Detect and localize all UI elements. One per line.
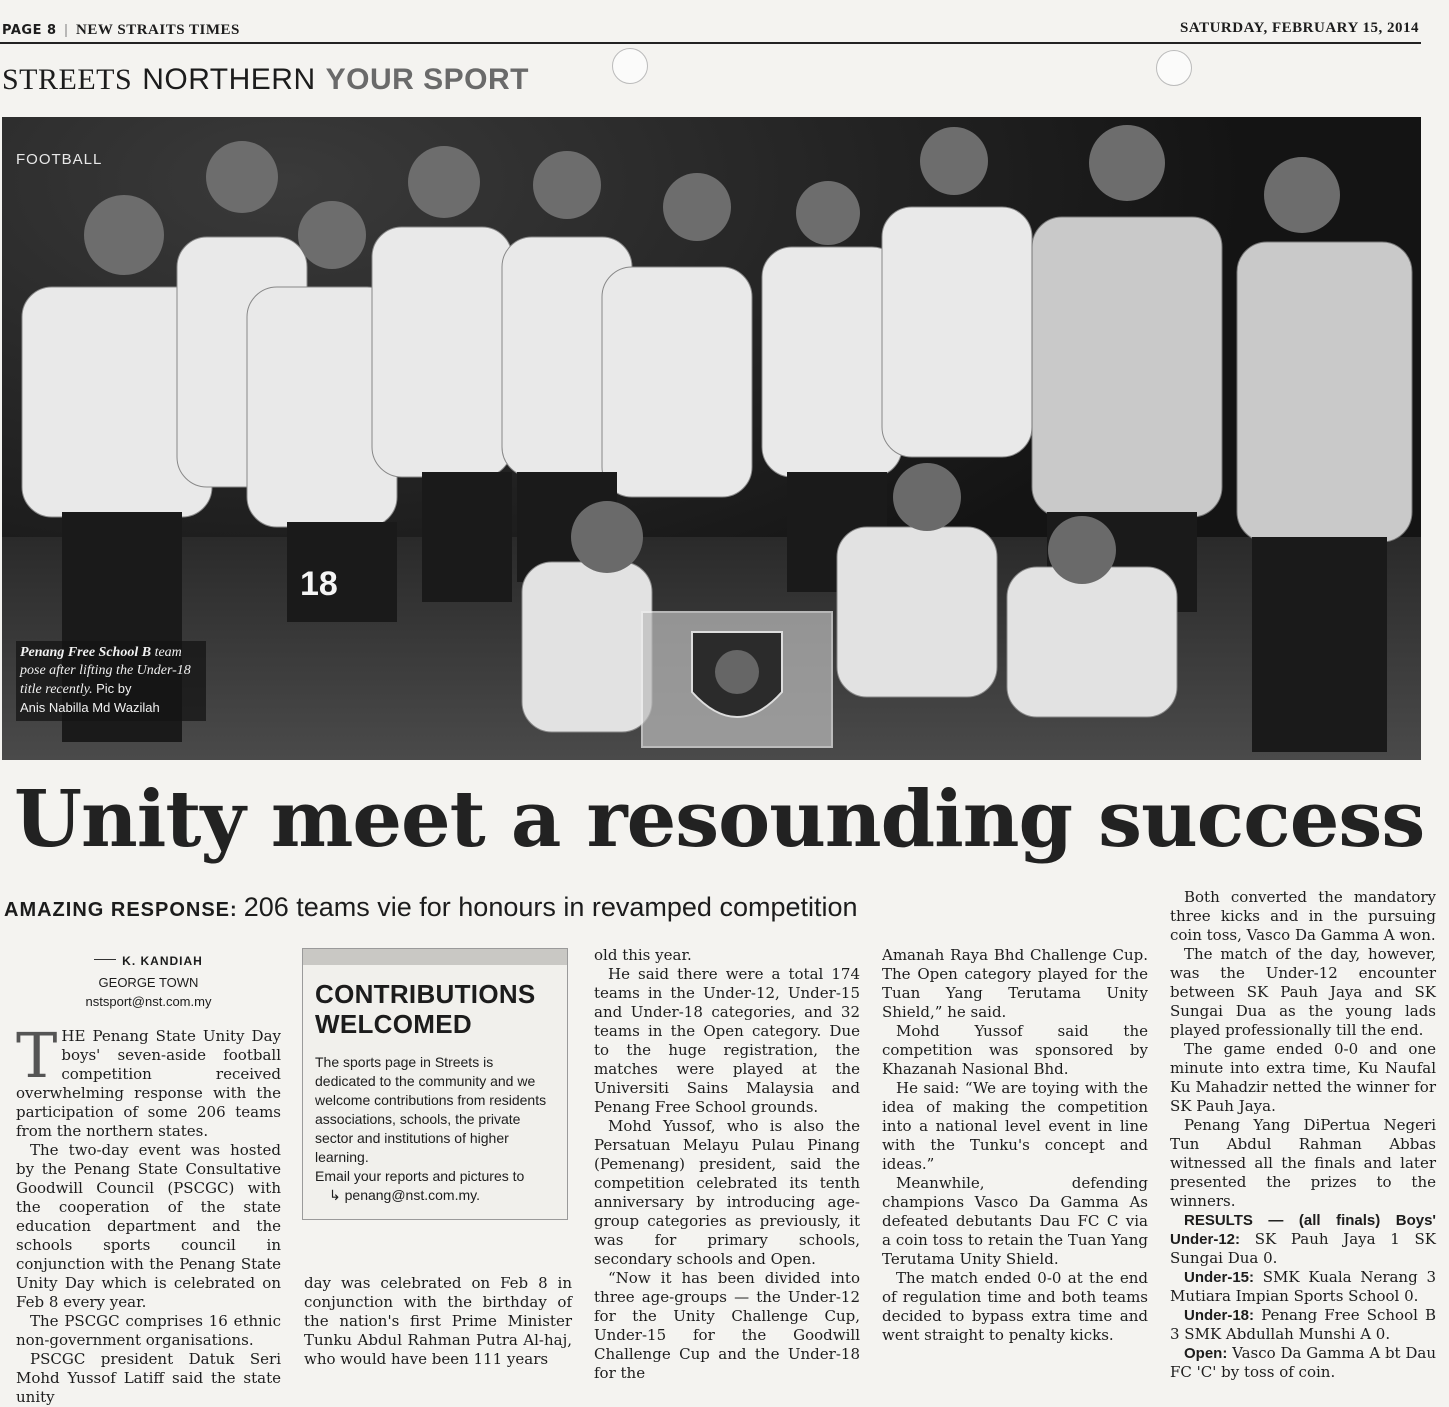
section-streets: STREETS	[2, 63, 133, 96]
header-rule	[0, 42, 1421, 44]
column-4	[882, 946, 1148, 1345]
page-number: PAGE 8	[2, 23, 57, 38]
column-3	[594, 946, 860, 1383]
kicker-label: AMAZING RESPONSE:	[4, 899, 238, 921]
paragraph: The two-day event was hosted by the Penang State Consultative Goodwill Council (PSCGC) with the cooperation of the state education department and the schools sports council in conjunction with the Penang State Unity Day which is celebrated on Feb 8 every year.	[16, 1141, 281, 1311]
newspaper-name: NEW STRAITS TIMES	[76, 22, 240, 38]
paragraph: He said: “We are toying with the idea of making the competition into a national level event in line with the Tunku's concept and ideas.”	[882, 1079, 1148, 1173]
paragraph: old this year.	[594, 946, 692, 964]
jersey-number: 18	[300, 565, 338, 603]
paragraph: Mohd Yussof, who is also the Persatuan Melayu Pulau Pinang (Pemenang) president, said the competition celebrated its tenth anniversary by introducing age-group categories as previously, it was for primary schools, secondary schools and Open.	[594, 1117, 860, 1268]
byline-author: K. KANDIAH	[16, 952, 281, 973]
punch-hole-2	[1156, 50, 1192, 86]
paragraph: Amanah Raya Bhd Challenge Cup. The Open category played for the Tuan Yang Terutama Unity Shield,” he said.	[882, 946, 1148, 1021]
kicker-text: 206 teams vie for honours in revamped competition	[243, 892, 858, 922]
result-u18: Under-18: Penang Free School B 3 SMK Abdullah Munshi A 0.	[1170, 1306, 1436, 1343]
caption-text: team pose after lifting the Under-18 title recently.	[20, 645, 191, 697]
issue-date: SATURDAY, FEBRUARY 15, 2014	[1180, 20, 1419, 36]
paragraph: The match ended 0-0 at the end of regulation time and both teams decided to bypass extra time and went straight to penalty kicks.	[882, 1269, 1148, 1344]
drop-cap: T	[16, 1019, 58, 1092]
column-5	[1170, 888, 1436, 1382]
caption-pic-by: Pic by	[96, 681, 132, 696]
paragraph: day was celebrated on Feb 8 in conjunction with the birthday of the nation's first Prime Minister Tunku Abdul Rahman Putra Al-haj, who would have been 111 years	[304, 1274, 572, 1368]
byline	[16, 952, 281, 1011]
photo-label: FOOTBALL	[16, 151, 103, 168]
byline-email: nstsport@nst.com.my	[85, 994, 212, 1009]
caption-credit: Anis Nabilla Md Wazilah	[20, 700, 160, 715]
result-u12: RESULTS — (all finals) Boys' Under-12: SK Pauh Jaya 1 SK Sungai Dua 0.	[1170, 1212, 1436, 1267]
column-1	[16, 952, 281, 1407]
results-list	[1170, 1211, 1436, 1382]
team-photo	[2, 117, 1421, 760]
result-u15: Under-15: SMK Kuala Nerang 3 Mutiara Impian Sports School 0.	[1170, 1268, 1436, 1305]
section-region: NORTHERN	[142, 63, 316, 96]
paragraph: Both converted the mandatory three kicks and in the pursuing coin toss, Vasco Da Gamma A won.	[1170, 888, 1436, 944]
box-title: CONTRIBUTIONS WELCOMED	[315, 979, 536, 1039]
team-photo-illustration	[2, 117, 1421, 760]
box-email[interactable]: ↳ penang@nst.com.my.	[329, 1187, 480, 1203]
paragraph: The match of the day, however, was the Under-12 encounter between SK Pauh Jaya and SK Sungai Dua as the young lads played professionally till the end.	[1170, 945, 1436, 1039]
result-open: Open: Vasco Da Gamma A bt Dau FC 'C' by toss of coin.	[1170, 1344, 1436, 1381]
article-kicker	[4, 892, 858, 923]
column-2	[304, 1274, 572, 1369]
paragraph: Penang Yang DiPertua Negeri Tun Abdul Rahman Abbas witnessed all the finals and later presented the prizes to the winners.	[1170, 1116, 1436, 1210]
header-separator: |	[64, 22, 69, 38]
paragraph: The PSCGC comprises 16 ethnic non-government organisations.	[16, 1312, 281, 1349]
section-topic: YOUR SPORT	[325, 63, 529, 96]
article-headline: Unity meet a resounding success	[14, 774, 1425, 865]
paragraph: THE Penang State Unity Day boys' seven-aside football competition received overwhelming response with the participation of some 206 teams from the northern states.	[16, 1019, 281, 1140]
paragraph: Meanwhile, defending champions Vasco Da Gamma As defeated debutants Dau FC C via a coin toss to retain the Tuan Yang Terutama Unity Shield.	[882, 1174, 1148, 1268]
paragraph: “Now it has been divided into three age-groups — the Under-12 for the Unity Challenge Cup, Under-15 for the Goodwill Challenge Cup and the Under-18 for the	[594, 1269, 860, 1382]
box-email-lead: Email your reports and pictures to	[315, 1168, 525, 1184]
paragraph: He said there were a total 174 teams in the Under-12, Under-15 and Under-18 categories, and 32 teams in the Open category. Due to the huge registration, the matches were played at the Universiti Sains Malaysia and Penang Free School grounds.	[594, 965, 860, 1116]
photo-caption	[16, 641, 206, 721]
contributions-box	[302, 948, 568, 1220]
box-body: The sports page in Streets is dedicated to the community and we welcome contributions from residents associations, schools, the private sector and institutions of higher learning. Email your reports and pictures to ↳ penang@nst.com.my.	[315, 1053, 557, 1205]
punch-hole-1	[612, 48, 648, 84]
paragraph: PSCGC president Datuk Seri Mohd Yussof Latiff said the state unity	[16, 1350, 281, 1406]
paragraph: The game ended 0-0 and one minute into extra time, Ku Naufal Ku Mahadzir netted the winner for SK Pauh Jaya.	[1170, 1040, 1436, 1115]
caption-lead: Penang Free School B	[20, 645, 152, 660]
section-title	[2, 62, 529, 97]
paragraph: Mohd Yussof said the competition was sponsored by Khazanah Nasional Bhd.	[882, 1022, 1148, 1078]
byline-place: GEORGE TOWN	[98, 975, 199, 990]
page-header-left	[2, 22, 240, 39]
box-top-bar	[303, 949, 567, 965]
